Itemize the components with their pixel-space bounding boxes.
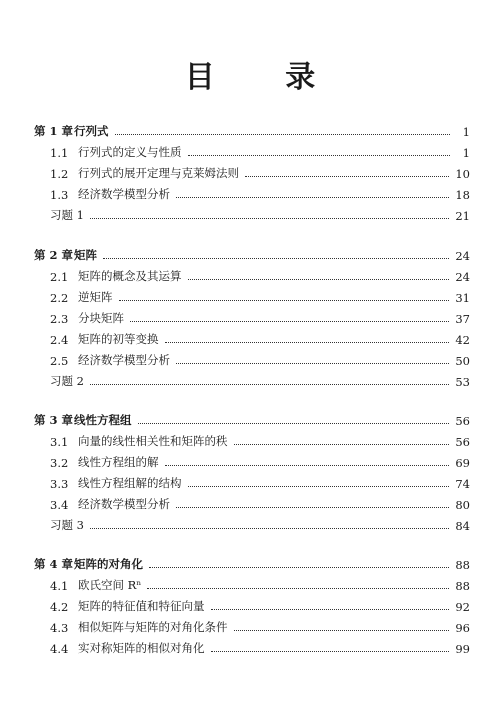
toc-section-1-2[interactable] [34,163,470,181]
toc-entry-number: 3.3 [50,477,69,491]
toc-entry-page: 88 [455,558,470,572]
dot-leader [211,608,450,610]
toc-entry-label: 线性方程组 [74,413,132,427]
toc-exercises-3[interactable] [34,515,470,533]
toc-entry-page: 10 [455,167,470,181]
toc-entry-number: 第 1 章 [34,124,74,138]
toc-entry-label: 矩阵的初等变换 [78,332,159,346]
toc-entry-number: 第 4 章 [34,557,74,571]
toc-entry-page: 80 [455,498,470,512]
toc-section-1-1[interactable] [34,142,470,160]
toc-entry-number: 4.1 [50,579,69,593]
toc-entry-number: 3.1 [50,435,69,449]
toc-exercises-2[interactable] [34,371,470,389]
toc-entry-label: 经济数学模型分析 [78,353,170,367]
toc-entry-label: 习题 2 [50,374,84,388]
toc-entry-page: 24 [455,249,470,263]
toc-entry-number: 2.3 [50,312,69,326]
toc-entry-number: 2.1 [50,270,69,284]
toc-exercises-1[interactable] [34,205,470,223]
dot-leader [103,257,449,259]
toc-entry-page: 24 [455,270,470,284]
dot-leader [188,278,450,280]
toc-entry-number: 4.3 [50,621,69,635]
toc-entry-label: 向量的线性相关性和矩阵的秩 [78,434,228,448]
dot-leader [90,217,449,219]
toc-entry-page: 74 [455,477,470,491]
toc-entry-number: 3.2 [50,456,69,470]
toc-section-1-3[interactable] [34,184,470,202]
toc-entry-label: 矩阵 [74,248,97,262]
dot-leader [234,629,450,631]
dot-leader [165,341,450,343]
toc-section-4-3[interactable] [34,617,470,635]
toc-section-2-1[interactable] [34,266,470,284]
toc-entry-number: 1.1 [50,146,69,160]
toc-entry-number: 1.2 [50,167,69,181]
toc-section-2-5[interactable] [34,350,470,368]
toc-section-3-3[interactable] [34,473,470,491]
dot-leader [149,566,449,568]
toc-entry-label: 线性方程组解的结构 [78,476,182,490]
toc-entry-label: 线性方程组的解 [78,455,159,469]
toc-entry-page: 69 [455,456,470,470]
toc-entry-label: 逆矩阵 [78,290,113,304]
dot-leader [188,485,450,487]
toc-entry-label: 行列式 [74,124,109,138]
dot-leader [147,587,449,589]
toc-entry-page: 18 [455,188,470,202]
toc-section-2-4[interactable] [34,329,470,347]
toc-entry-label: 行列式的展开定理与克莱姆法则 [78,166,239,180]
toc-chapter-4[interactable] [34,554,470,572]
toc-entry-label: 分块矩阵 [78,311,124,325]
toc-section-4-2[interactable] [34,596,470,614]
toc-entry-label: 欧氏空间 Rⁿ [78,578,142,592]
dot-leader [211,650,450,652]
dot-leader [119,299,450,301]
toc-entry-page: 56 [455,435,470,449]
toc-entry-number: 1.3 [50,188,69,202]
dot-leader [245,175,449,177]
toc-chapter-1[interactable] [34,121,470,139]
toc-entry-number: 2.2 [50,291,69,305]
toc-entry-page: 31 [455,291,470,305]
toc-entry-page: 92 [455,600,470,614]
toc-entry-label: 相似矩阵与矩阵的对角化条件 [78,620,228,634]
toc-entry-label: 矩阵的概念及其运算 [78,269,182,283]
dot-leader [90,527,449,529]
toc-entry-page: 1 [462,125,470,139]
dot-leader [115,133,451,135]
toc-entry-number: 2.4 [50,333,69,347]
dot-leader [176,196,449,198]
toc-entry-label: 矩阵的特征值和特征向量 [78,599,205,613]
toc-entry-label: 经济数学模型分析 [78,497,170,511]
toc-section-4-1[interactable] [34,575,470,593]
toc-entry-number: 3.4 [50,498,69,512]
toc-entry-label: 习题 1 [50,208,84,222]
dot-leader [138,422,450,424]
toc-entry-label: 矩阵的对角化 [74,557,143,571]
toc-entry-number: 4.4 [50,642,69,656]
toc-entry-number: 第 3 章 [34,413,74,427]
dot-leader [176,506,449,508]
toc-entry-label: 行列式的定义与性质 [78,145,182,159]
toc-entry-page: 37 [455,312,470,326]
toc-entry-label: 经济数学模型分析 [78,187,170,201]
toc-chapter-2[interactable] [34,245,470,263]
dot-leader [176,362,449,364]
toc-entry-number: 第 2 章 [34,248,74,262]
toc-section-2-3[interactable] [34,308,470,326]
toc-entry-label: 习题 3 [50,518,84,532]
toc-section-3-2[interactable] [34,452,470,470]
toc-entry-page: 53 [455,375,470,389]
toc-entry-page: 50 [455,354,470,368]
toc-entry-page: 84 [455,519,470,533]
dot-leader [90,383,449,385]
page-title: 目 录 [184,60,346,95]
dot-leader [234,443,450,445]
toc-entry-page: 21 [455,209,470,223]
toc-entry-page: 96 [455,621,470,635]
toc-entry-number: 2.5 [50,354,69,368]
toc-section-3-4[interactable] [34,494,470,512]
toc-section-3-1[interactable] [34,431,470,449]
toc-chapter-3[interactable] [34,410,470,428]
toc-entry-page: 99 [455,642,470,656]
dot-leader [188,154,451,156]
toc-entry-number: 4.2 [50,600,69,614]
toc-entry-page: 42 [455,333,470,347]
dot-leader [130,320,449,322]
dot-leader [165,464,450,466]
toc-entry-page: 1 [462,146,470,160]
toc-entry-page: 56 [455,414,470,428]
toc-section-2-2[interactable] [34,287,470,305]
toc-entry-page: 88 [455,579,470,593]
toc-section-4-4[interactable] [34,638,470,656]
toc-entry-label: 实对称矩阵的相似对角化 [78,641,205,655]
